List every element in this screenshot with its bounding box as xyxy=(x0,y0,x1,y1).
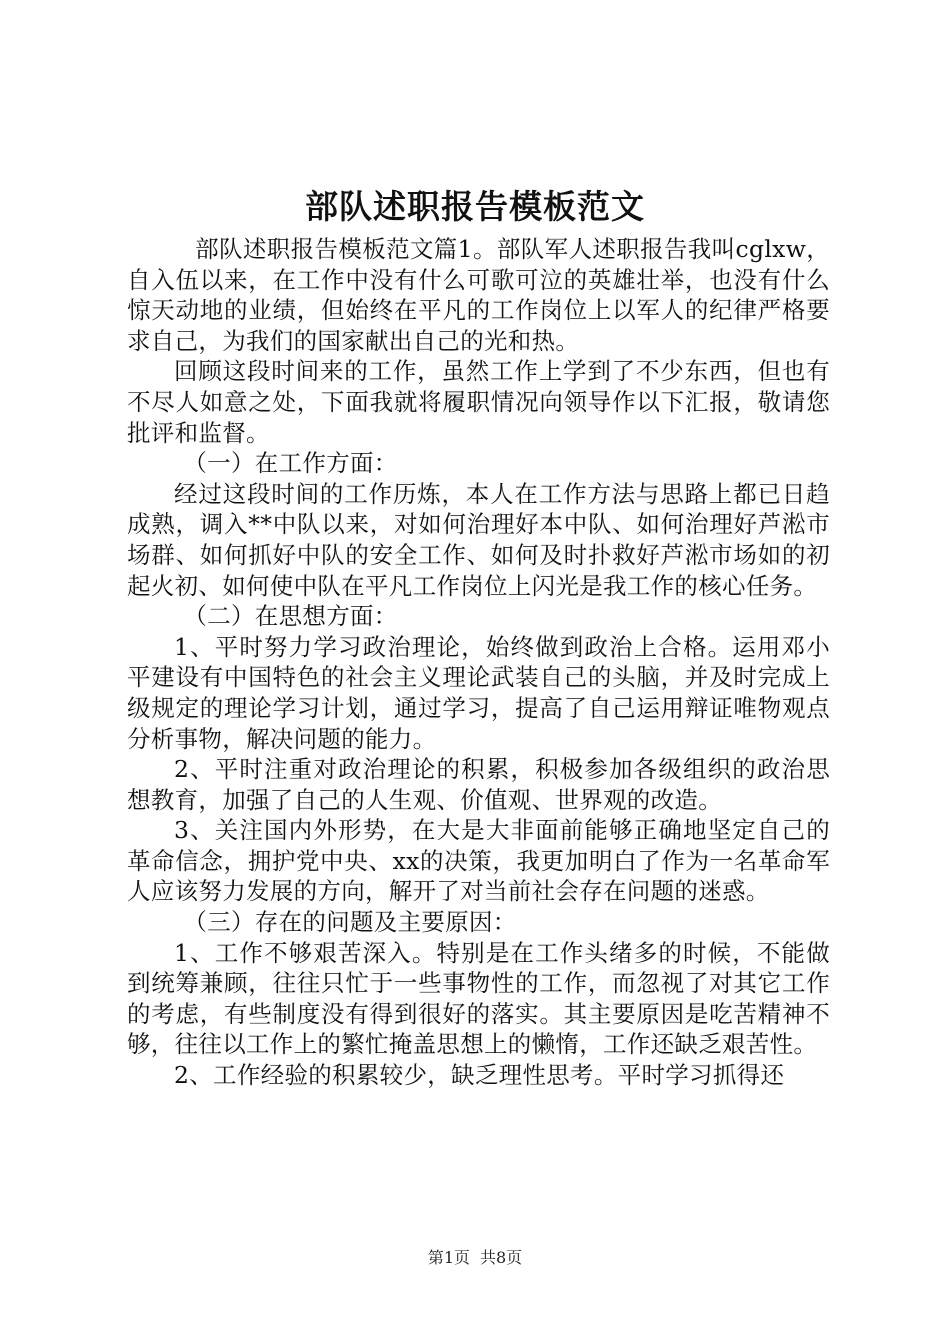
page-total: 共8页 xyxy=(480,1248,523,1267)
page-number: 第1页 xyxy=(427,1248,470,1267)
paragraph-problem-1: 1、工作不够艰苦深入。特别是在工作头绪多的时候，不能做到统筹兼顾，往往只忙于一些事物性的工作，而忽视了对其它工作的考虑，有些制度没有得到很好的落实。其主要原因是吃苦精神不够，往往以工作上的繁忙掩盖思想上的懒惰，工作还缺乏艰苦性。 xyxy=(127,938,830,1059)
section-heading-problems: （三）存在的问题及主要原因： xyxy=(183,908,517,937)
paragraph-thought-2: 2、平时注重对政治理论的积累，积极参加各级组织的政治思想教育，加强了自己的人生观、价值观、世界观的改造。 xyxy=(127,755,830,814)
paragraph-review: 回顾这段时间来的工作，虽然工作上学到了不少东西，但也有不尽人如意之处，下面我就将履职情况向领导作以下汇报，敬请您批评和监督。 xyxy=(127,357,830,447)
section-heading-thought: （二）在思想方面： xyxy=(183,602,398,631)
document-body xyxy=(127,234,830,1091)
document-title: 部队述职报告模板范文 xyxy=(305,187,645,226)
paragraph-intro: 部队述职报告模板范文篇1。部队军人述职报告我叫cglxw，自入伍以来，在工作中没有什么可歌可泣的英雄壮举，也没有什么惊天动地的业绩，但始终在平凡的工作岗位上以军人的纪律严格要求自己，为我们的国家献出自己的光和热。 xyxy=(127,235,830,355)
page-footer xyxy=(0,1247,950,1269)
paragraph-work: 经过这段时间的工作历炼，本人在工作方法与思路上都已日趋成熟，调入**中队以来，对如何治理好本中队、如何治理好芦淞市场群、如何抓好中队的安全工作、如何及时扑救好芦淞市场如的初起火初、如何使中队在平凡工作岗位上闪光是我工作的核心任务。 xyxy=(127,479,830,600)
paragraph-thought-1: 1、平时努力学习政治理论，始终做到政治上合格。运用邓小平建设有中国特色的社会主义理论武装自己的头脑，并及时完成上级规定的理论学习计划，通过学习，提高了自己运用辩证唯物观点分析事物，解决问题的能力。 xyxy=(127,632,830,753)
section-heading-work: （一）在工作方面： xyxy=(183,449,398,478)
paragraph-thought-3: 3、关注国内外形势，在大是大非面前能够正确地坚定自己的革命信念，拥护党中央、xx的决策，我更加明白了作为一名革命军人应该努力发展的方向，解开了对当前社会存在问题的迷惑。 xyxy=(127,816,830,906)
paragraph-problem-2: 2、工作经验的积累较少，缺乏理性思考。平时学习抓得还 xyxy=(174,1061,785,1090)
